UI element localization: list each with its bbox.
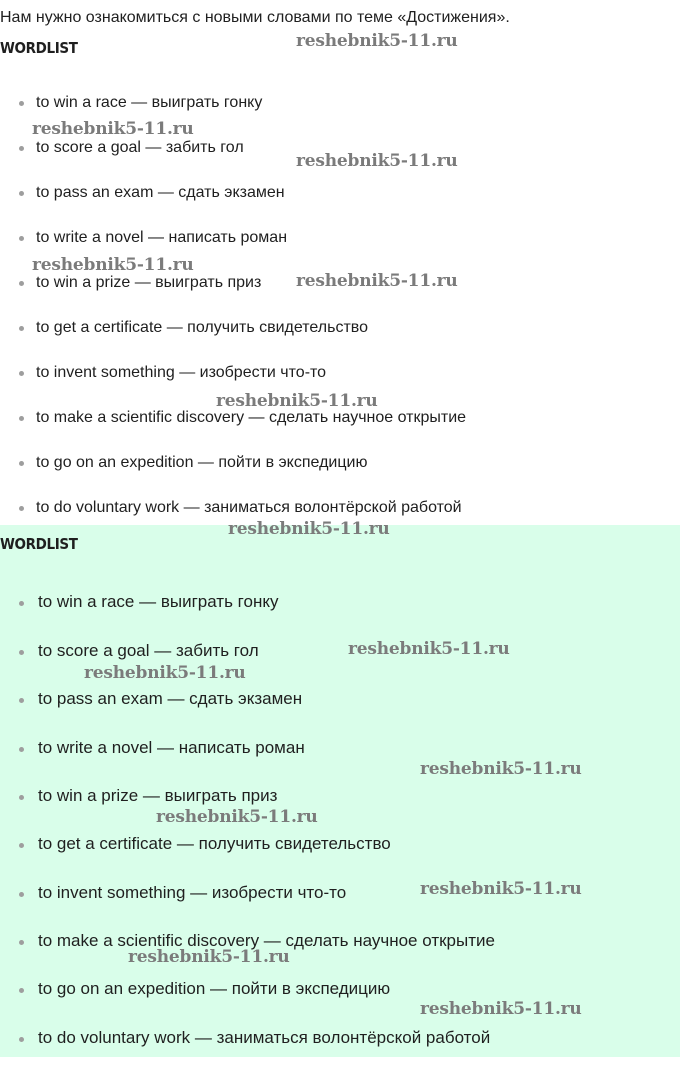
watermark: reshebnik5-11.ru	[32, 255, 194, 275]
watermark: reshebnik5-11.ru	[216, 391, 378, 411]
bullet-icon	[19, 1037, 24, 1042]
watermark: reshebnik5-11.ru	[296, 271, 458, 291]
watermark: reshebnik5-11.ru	[32, 119, 194, 139]
bullet-icon	[19, 371, 24, 376]
bullet-icon	[19, 650, 24, 655]
bullet-icon	[19, 326, 24, 331]
watermark: reshebnik5-11.ru	[296, 151, 458, 171]
bullet-icon	[19, 988, 24, 993]
bullet-icon	[19, 506, 24, 511]
bullet-icon	[19, 101, 24, 106]
wordlist-heading: WORDLIST	[0, 535, 78, 553]
bullet-icon	[19, 191, 24, 196]
wordlist-block-highlighted: WORDLIST to win a race — выиграть гонку to score a goal — забить гол to pass an exam — сдать экзамен to write a novel — написать роман to win a prize — выиграть приз to get a certificate — получить свидетельство to invent something — изобрести что-то to make a scientific discovery — сделать научное открытие to go on an expedition — пойти в экспедицию to do voluntary work — заниматься волонтёрской работой	[0, 525, 680, 1057]
bullet-icon	[19, 601, 24, 606]
watermark: reshebnik5-11.ru	[348, 639, 510, 659]
wordlist-heading: WORDLIST	[0, 39, 78, 57]
bullet-icon	[19, 236, 24, 241]
watermark: reshebnik5-11.ru	[420, 999, 582, 1019]
watermark: reshebnik5-11.ru	[84, 663, 246, 683]
watermark: reshebnik5-11.ru	[156, 807, 318, 827]
bullet-icon	[19, 940, 24, 945]
watermark: reshebnik5-11.ru	[420, 879, 582, 899]
watermark: reshebnik5-11.ru	[228, 519, 390, 539]
watermark: reshebnik5-11.ru	[128, 947, 290, 967]
bullet-icon	[19, 416, 24, 421]
bullet-icon	[19, 747, 24, 752]
bullet-icon	[19, 843, 24, 848]
bullet-icon	[19, 892, 24, 897]
bullet-icon	[19, 461, 24, 466]
bullet-icon	[19, 698, 24, 703]
watermark: reshebnik5-11.ru	[296, 31, 458, 51]
intro-text: Нам нужно ознакомиться с новыми словами по теме «Достижения».	[0, 9, 510, 26]
bullet-icon	[19, 281, 24, 286]
bullet-icon	[19, 795, 24, 800]
bullet-icon	[19, 146, 24, 151]
watermark: reshebnik5-11.ru	[420, 759, 582, 779]
